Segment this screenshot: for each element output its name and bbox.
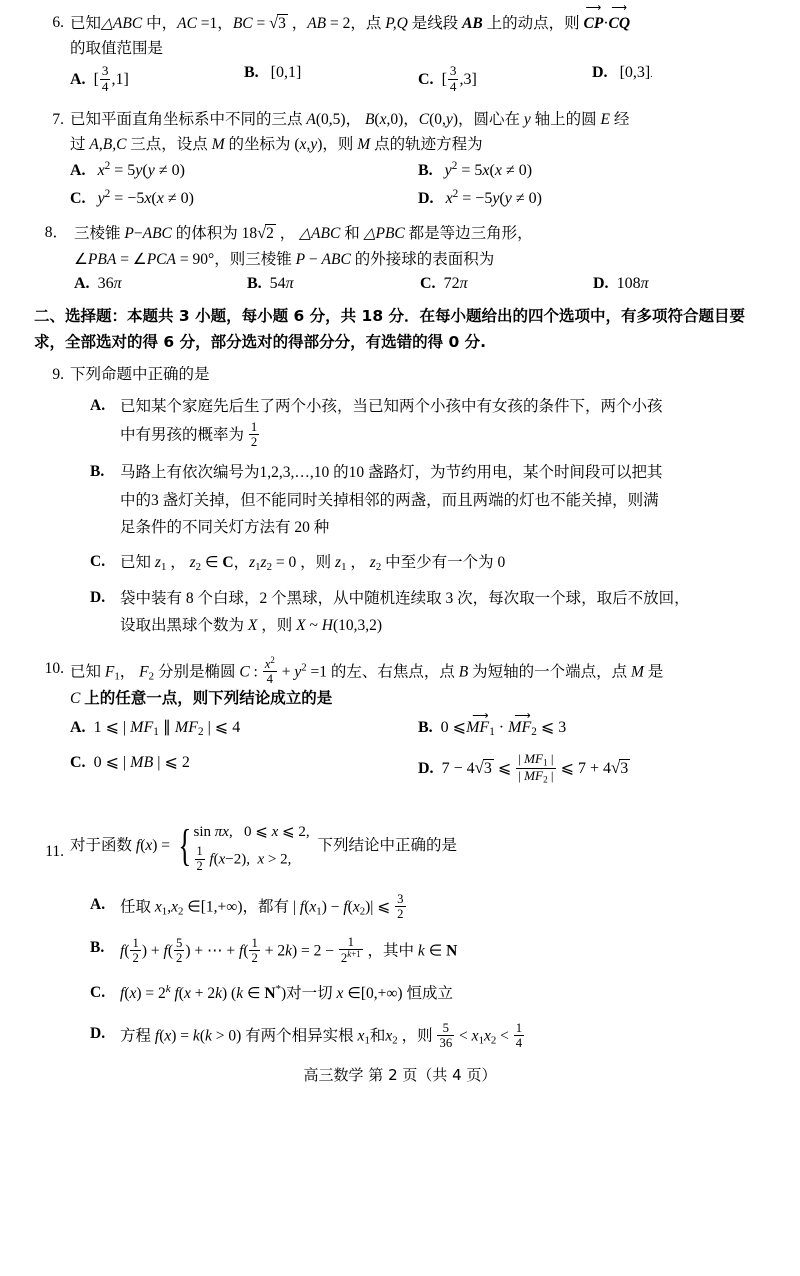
option-a[interactable]: A. 1 ⩽ | MF1 ∥ MF2 | ⩽ 4 (70, 719, 241, 739)
question-10-options-row1 (70, 709, 766, 739)
option-a[interactable]: A. [ $\frac{3}{4}$ ,1] (70, 63, 129, 95)
question-6 (34, 1, 766, 61)
question-stem: 已知 F1， F2 分别是椭圆 C : $\frac{x^2}{4}$ + $y^2 =1$ 的左、右焦点，点 B 为短轴的一个端点，点 M 是 C 上的任意一点，则下列结论成立的是 (70, 654, 664, 707)
option-b[interactable]: B. 0 ⩽ ⟶ MF1 · ⟶ MF2 ⩽ 3 (418, 709, 567, 739)
option-d[interactable]: D. 7 − 4√3 ⩽ $\frac{| MF1 |}{| MF2 |}$ ⩽ 7 + 4√3 (418, 751, 629, 785)
question-7-options-row1 (70, 160, 766, 180)
option-label: C. (90, 553, 106, 571)
option-label: B. (90, 463, 105, 481)
option-label: C. (90, 983, 106, 1001)
option-label: A. (90, 396, 106, 414)
question-7-options-row2 (70, 188, 766, 208)
question-6-options (70, 64, 766, 94)
option-c[interactable]: C. 0 ⩽ | MB | ⩽ 2 (70, 754, 190, 772)
question-9-option-c[interactable] (90, 549, 766, 576)
question-11-option-b[interactable] (90, 935, 766, 965)
option-text: 任取 x1,x2 ∈[1,+∞)，都有 | f(x1) − f(x2)| ⩽ $\frac{3}{2}$ (120, 891, 404, 921)
question-stem: 已知平面直角坐标系中不同的三点 A(0,5)， B(x,0)，C(0,y)，圆心在 y 轴上的圆 E 经 过 A,B,C 三点，设点 M 的坐标为 (x,y)，则 M 点的轨迹方程为 (70, 109, 630, 153)
question-8-options (74, 275, 766, 293)
page-footer: 高三数学 第 2 页（共 4 页） (303, 1066, 497, 1085)
option-c[interactable]: C. $y^2 = -5x(x \ne 0)$ (70, 188, 194, 208)
question-11 (34, 805, 766, 874)
question-number: 10. (44, 659, 64, 677)
option-d[interactable]: D. $x^2 = -5y(y \ne 0)$ (418, 188, 542, 208)
option-label: B. (90, 939, 105, 957)
option-b[interactable]: B. [0,1] (244, 64, 302, 82)
option-text: 马路上有依次编号为1,2,3,…,10 的10 盏路灯，为节约用电，某个时间段可以把其 中的3 盏灯关掉，但不能同时关掉相邻的两盏，而且两端的灯也不能关掉，则满 足条件的不同关灯方法有 20 种 (120, 463, 663, 537)
question-7 (34, 107, 766, 157)
question-number: 6. (52, 14, 64, 31)
question-number: 8． (44, 224, 68, 242)
option-d[interactable]: D. [0,3]. (592, 64, 653, 82)
option-a[interactable]: A. 36π (74, 274, 122, 292)
option-label: D. (90, 1024, 106, 1042)
option-text: 方程 f(x) = k(k > 0) 有两个相异实根 x1和x2 ，则 $\frac{5}{36}$ < x1x2 < $\frac{1}{4}$ (120, 1020, 523, 1051)
option-text: f( $\frac{1}{2}$ ) + f( $\frac{5}{2}$ ) + ⋯ + f( $\frac{1}{2}$ + 2k) = 2 − $\frac{1}{2^{k+1}}$ ，其中 k ∈ N (120, 935, 458, 966)
option-text: 已知 z1 ， z2 ∈ C，z1z2 = 0 ，则 z1 ， z2 中至少有一个为 0 (120, 553, 506, 574)
option-a[interactable]: A. $x^2 = 5y(y \ne 0)$ (70, 160, 185, 180)
option-label: A. (90, 895, 106, 913)
question-stem: 已知△ABC 中，AC =1，BC = √3 ，AB = 2，点 P,Q 是线段 AB 上的动点，则 ⟶ CP· ⟶ CQ 的取值范围是 (70, 1, 631, 58)
option-text: 已知某个家庭先后生了两个小孩，当已知两个小孩中有女孩的条件下，两个小孩 中有男孩的概率为 $\frac{1}{2}$ (120, 396, 663, 450)
question-9-option-a[interactable] (90, 393, 766, 450)
option-d[interactable]: D. 108π (593, 274, 649, 292)
question-stem: 下列命题中正确的是 (70, 364, 210, 383)
question-stem: 三棱锥 P−ABC 的体积为 18√2 ， △ABC 和 △PBC 都是等边三角形， ∠PBA = ∠PCA = 90°，则三棱锥 P − ABC 的外接球的表面积为 (74, 224, 533, 268)
question-stem: 对于函数 f(x) = { sin πx, 0 ⩽ x ⩽ 2, $\frac{1}{2}$ f(x−2), x > 2, 下列结论中正确的是 (70, 820, 458, 873)
question-number: 11. (45, 842, 64, 860)
cases-brace: { (178, 820, 192, 871)
question-11-option-d[interactable] (90, 1021, 766, 1050)
section-header: 二、选择题：本题共 3 小题，每小题 6 分，共 18 分．在每小题给出的四个选项中，有多项符合题目要求，全部选对的得 6 分，部分选对的得部分分，有选错的得 0 分. (34, 306, 746, 352)
option-b[interactable]: B. 54π (247, 274, 294, 292)
option-text: $f(x) = 2^k$ f(x + 2k) (k ∈ N*)对一切 x ∈[0,+∞) 恒成立 (120, 982, 453, 1002)
question-8 (34, 220, 766, 271)
option-label: D. (90, 588, 106, 606)
question-9 (34, 362, 766, 387)
question-11-option-c[interactable] (90, 980, 766, 1007)
question-9-option-d[interactable] (90, 585, 766, 640)
option-b[interactable]: B. $y^2 = 5x(x \ne 0)$ (418, 160, 533, 180)
question-9-option-b[interactable] (90, 459, 766, 541)
option-c[interactable]: C. 72π (420, 274, 468, 292)
question-number: 9. (52, 365, 64, 383)
question-10 (34, 656, 766, 711)
question-10-options-row2 (70, 752, 766, 785)
question-11-option-a[interactable] (90, 892, 766, 921)
question-number: 7. (52, 110, 64, 128)
option-text: 袋中装有 8 个白球，2 个黑球，从中随机连续取 3 次，每次取一个球，取后不放回， 设取出黑球个数为 X ，则 X ~ H(10,3,2) (120, 588, 690, 635)
option-c[interactable]: C. [ $\frac{3}{4}$ ,3] (418, 63, 477, 95)
